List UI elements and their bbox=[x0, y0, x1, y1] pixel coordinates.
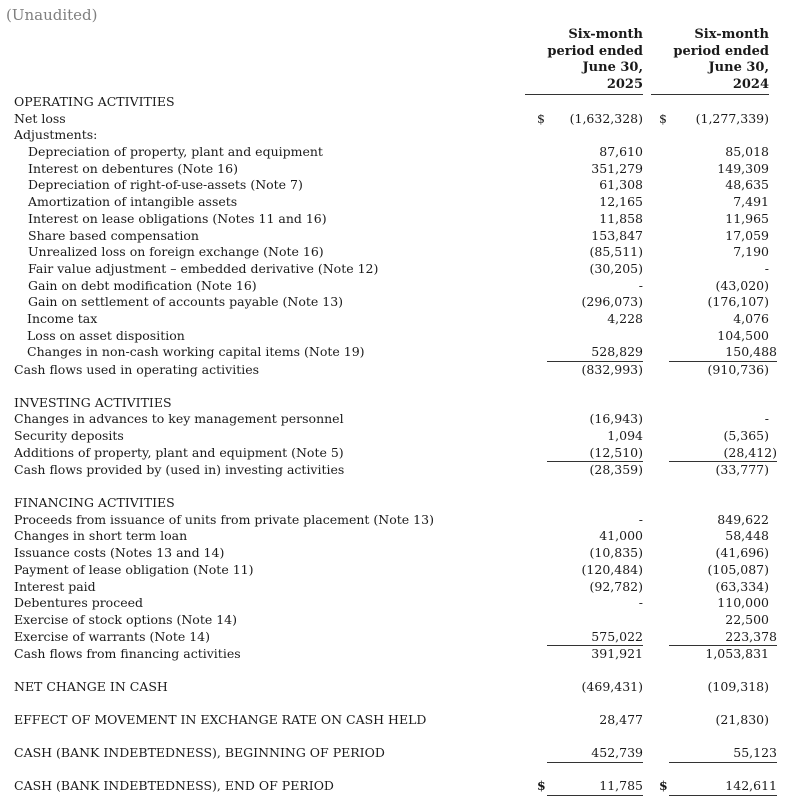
table-row: Interest on debentures (Note 16) 351,279 149,309 bbox=[28, 160, 769, 176]
unaudited-label: (Unaudited) bbox=[6, 6, 98, 24]
table-row-subtotal-financing: Cash flows from financing activities 391,921 1,053,831 bbox=[14, 645, 769, 661]
table-row: Loss on asset disposition 104,500 bbox=[27, 327, 769, 343]
section-heading-financing: FINANCING ACTIVITIES bbox=[14, 495, 175, 510]
table-row: Changes in non-cash working capital items (Note 19) 528,829 150,488 bbox=[0, 344, 790, 361]
table-row: Exercise of warrants (Note 14) 575,022 223,378 bbox=[0, 629, 790, 646]
table-row: Issuance costs (Notes 13 and 14) (10,835) (41,696) bbox=[14, 545, 769, 561]
table-row: Payment of lease obligation (Note 11) (120,484) (105,087) bbox=[14, 561, 769, 577]
currency-symbol: $ bbox=[659, 110, 667, 126]
adjustments-label: Adjustments: bbox=[14, 127, 98, 142]
table-row: Exercise of stock options (Note 14) 22,500 bbox=[14, 611, 769, 627]
table-row-fx-effect: EFFECT OF MOVEMENT IN EXCHANGE RATE ON CASH HELD 28,477 (21,830) bbox=[14, 712, 769, 727]
table-row: Depreciation of property, plant and equipment 87,610 85,018 bbox=[28, 144, 769, 159]
table-row: Changes in advances to key management personnel (16,943) - bbox=[14, 411, 769, 427]
table-row: Security deposits 1,094 (5,365) bbox=[14, 427, 769, 443]
section-heading-investing: INVESTING ACTIVITIES bbox=[14, 394, 172, 410]
table-row: Fair value adjustment – embedded derivative (Note 12) (30,205) - bbox=[28, 260, 769, 276]
table-row: Unrealized loss on foreign exchange (Note 16) (85,511) 7,190 bbox=[28, 244, 769, 260]
table-row: Gain on settlement of accounts payable (Note 13) (296,073) (176,107) bbox=[28, 294, 769, 310]
column-header-2024: Six-month period ended June 30, 2024 bbox=[651, 27, 769, 95]
table-row: Income tax 4,228 4,076 bbox=[27, 311, 769, 326]
table-row: Additions of property, plant and equipment (Note 5) (12,510) (28,412) bbox=[0, 445, 790, 462]
currency-symbol: $ bbox=[659, 778, 668, 793]
table-row: Interest paid (92,782) (63,334) bbox=[14, 578, 769, 594]
table-row: Interest on lease obligations (Notes 11 and 16) 11,858 11,965 bbox=[28, 210, 769, 226]
table-row: Proceeds from issuance of units from private placement (Note 13) - 849,622 bbox=[14, 511, 769, 527]
table-row: Amortization of intangible assets 12,165 7,491 bbox=[28, 194, 769, 210]
table-row-cash-ending: CASH (BANK INDEBTEDNESS), END OF PERIOD $ 11,785 $ 142,611 bbox=[0, 778, 790, 795]
table-row: Debentures proceed - 110,000 bbox=[14, 595, 769, 611]
table-row-subtotal-operating: Cash flows used in operating activities (832,993) (910,736) bbox=[14, 361, 769, 377]
table-row: Depreciation of right-of-use-assets (Note 7) 61,308 48,635 bbox=[28, 177, 769, 193]
currency-symbol: $ bbox=[537, 110, 545, 126]
currency-symbol: $ bbox=[537, 778, 546, 793]
table-row: Gain on debt modification (Note 16) - (43,020) bbox=[28, 277, 769, 293]
table-row: Changes in short term loan 41,000 58,448 bbox=[14, 528, 769, 544]
table-row-net-loss: Net loss $ (1,632,328) $ (1,277,339) bbox=[14, 110, 769, 126]
table-row-cash-beginning: CASH (BANK INDEBTEDNESS), BEGINNING OF PERIOD 452,739 55,123 bbox=[0, 745, 790, 762]
table-row-net-change-in-cash: NET CHANGE IN CASH (469,431) (109,318) bbox=[14, 679, 769, 694]
table-row: Share based compensation 153,847 17,059 bbox=[28, 227, 769, 243]
section-heading-operating: OPERATING ACTIVITIES bbox=[14, 94, 175, 109]
table-row-subtotal-investing: Cash flows provided by (used in) investing activities (28,359) (33,777) bbox=[14, 461, 769, 477]
column-header-2025: Six-month period ended June 30, 2025 bbox=[525, 27, 643, 95]
